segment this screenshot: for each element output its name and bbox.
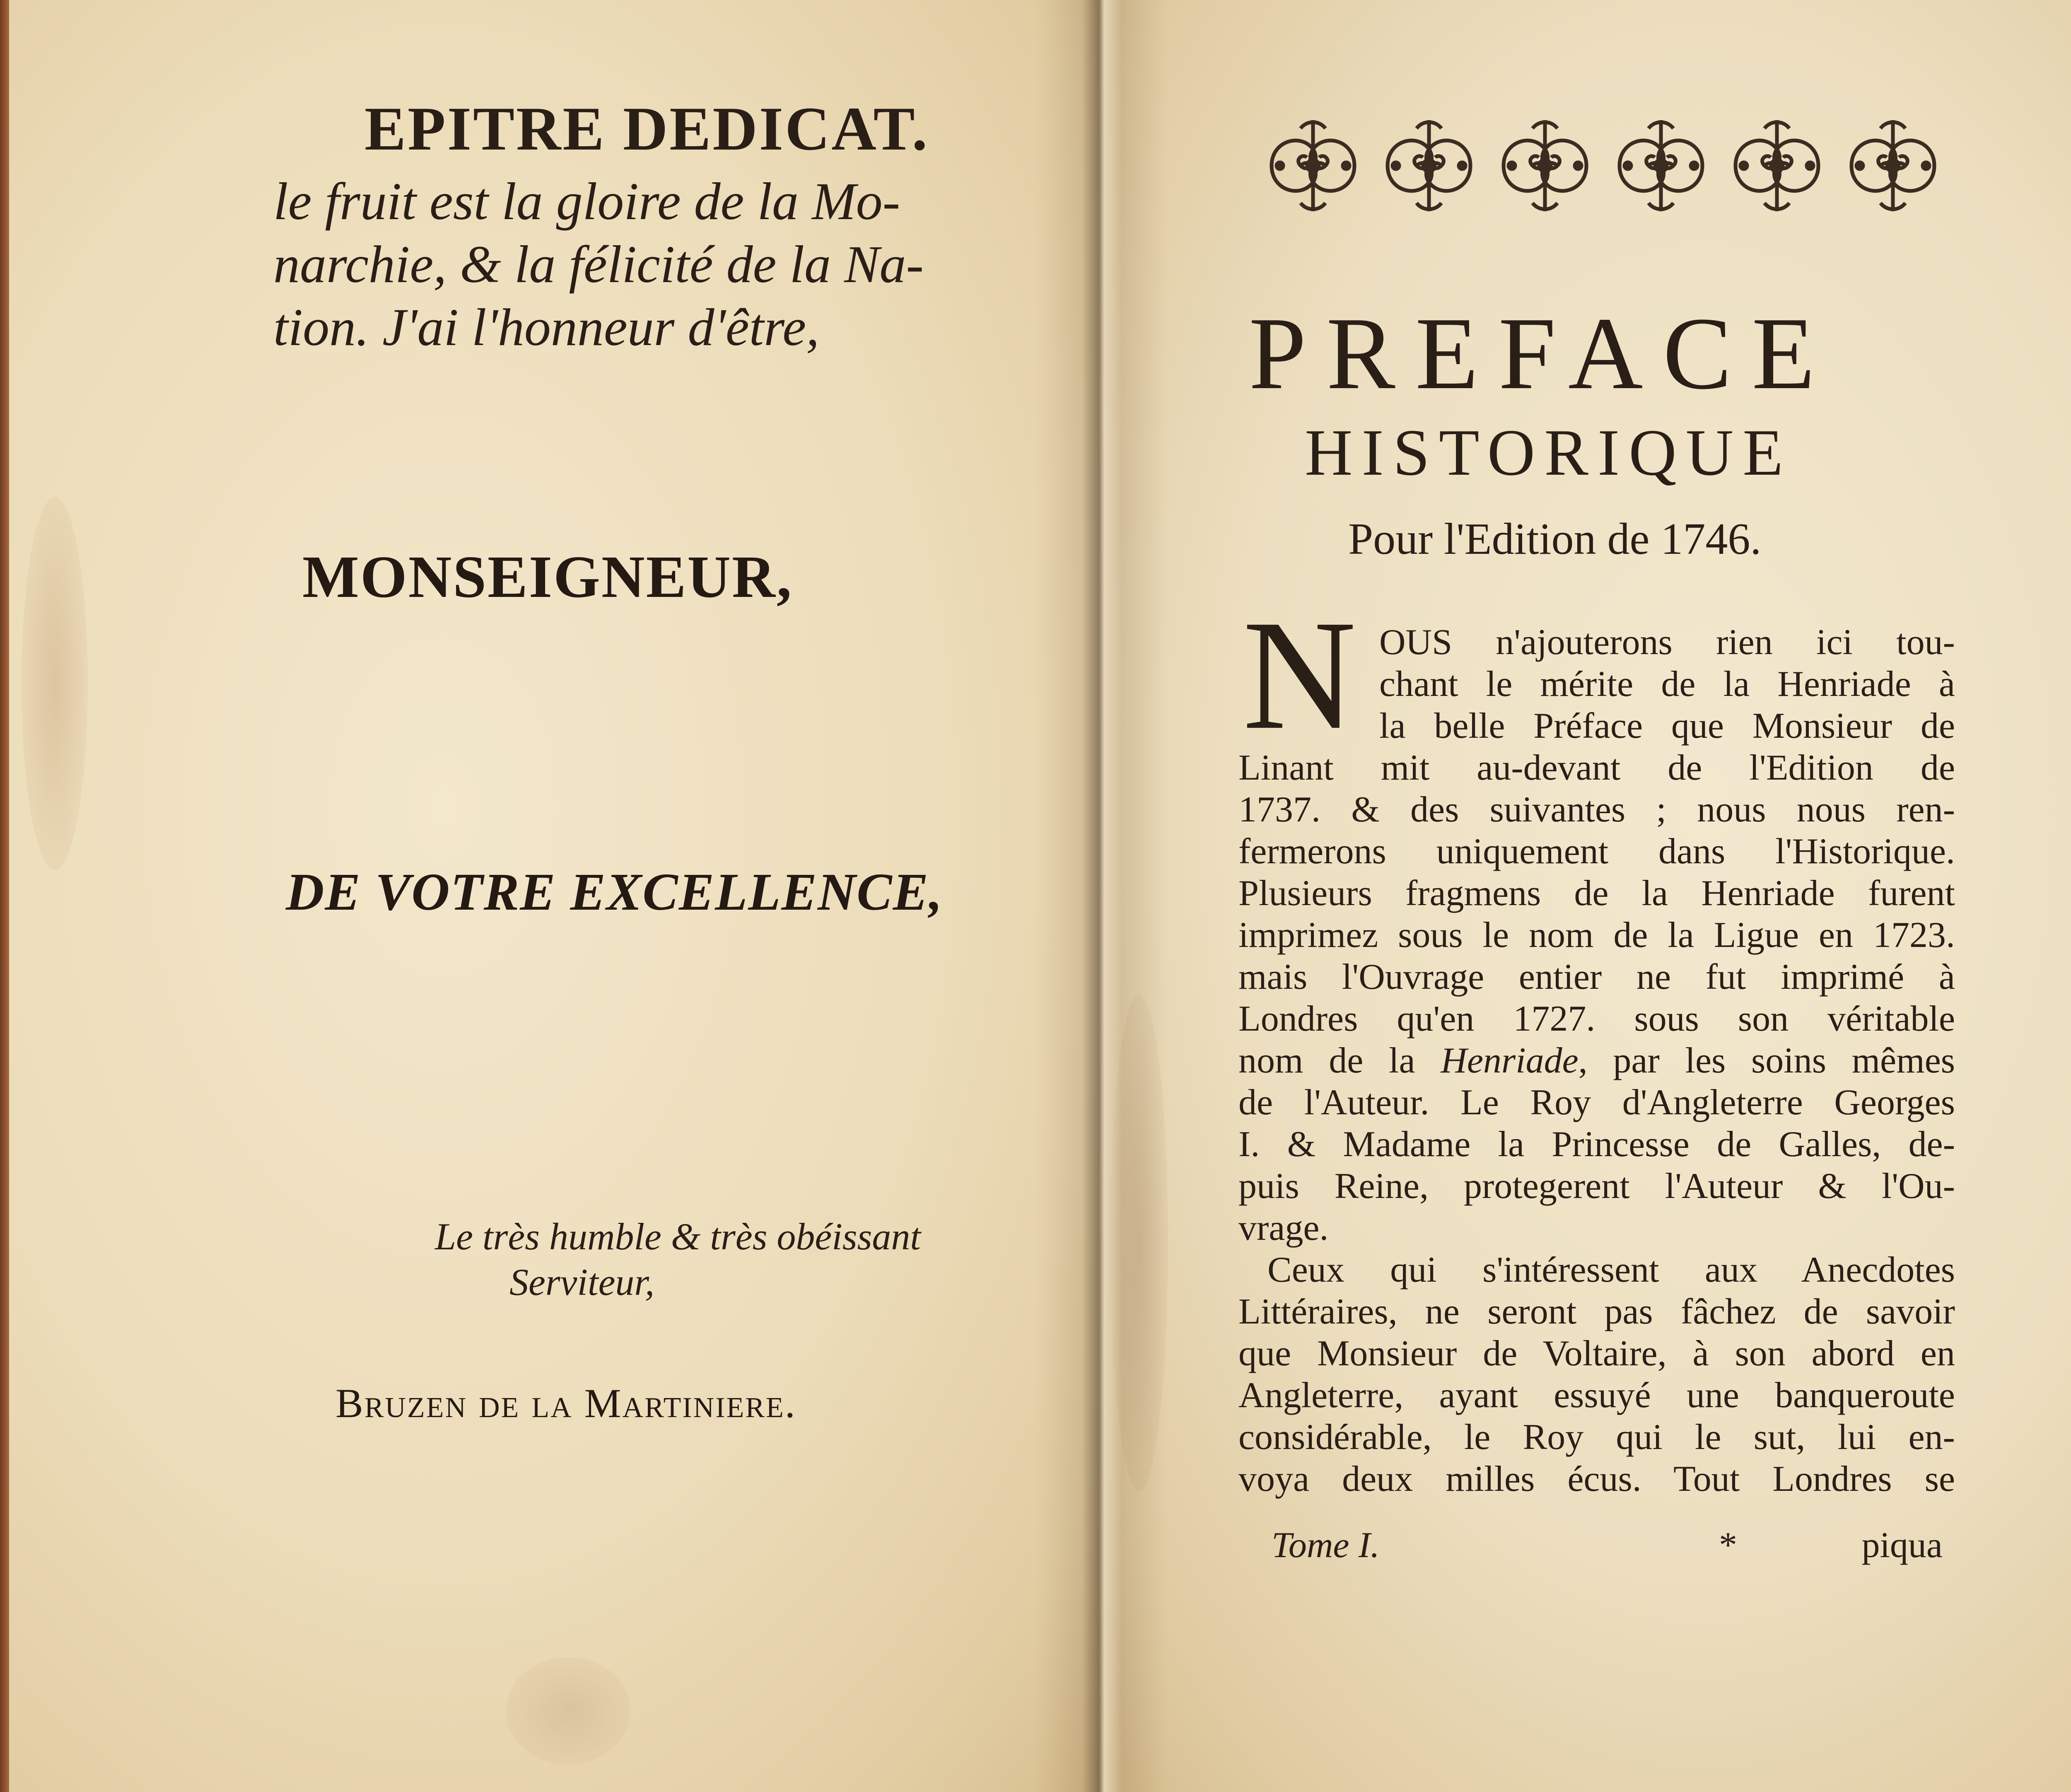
text-line: Londres qu'en 1727. sous son véritable <box>1238 999 1955 1039</box>
dedication-text <box>273 170 1040 359</box>
signoff <box>435 1214 921 1305</box>
signoff-line: Serviteur, <box>509 1261 655 1303</box>
italic-title: Henriade <box>1441 1041 1579 1081</box>
signature-mark: * <box>1719 1525 1737 1565</box>
text-line: 1737. & des suivantes ; nous nous ren- <box>1238 790 1955 830</box>
text-line: Littéraires, ne seront pas fâchez de savoir <box>1238 1292 1955 1332</box>
text-line: Linant mit au-devant de l'Edition de <box>1238 748 1955 788</box>
signoff-line: Le très humble & très obéissant <box>435 1215 921 1258</box>
text-fragment: , par les soins mêmes <box>1578 1041 1955 1081</box>
text-line: de l'Auteur. Le Roy d'Angleterre Georges <box>1238 1082 1955 1123</box>
text-line: fermerons uniquement dans l'Historique. <box>1238 831 1955 872</box>
edition-line: Pour l'Edition de 1746. <box>1348 514 1762 564</box>
text-line: Plusieurs fragmens de la Henriade furent <box>1238 873 1955 913</box>
salutation: MONSEIGNEUR, <box>302 544 793 610</box>
catchword: piqua <box>1861 1525 1943 1565</box>
text-line: mais l'Ouvrage entier ne fut imprimé à <box>1238 957 1955 997</box>
text-line: puis Reine, protegerent l'Auteur & l'Ou- <box>1238 1166 1955 1206</box>
text-line: voya deux milles écus. Tout Londres se <box>1238 1459 1955 1499</box>
volume-label: Tome I. <box>1272 1525 1380 1565</box>
text-line: Angleterre, ayant essuyé une banqueroute <box>1238 1375 1955 1415</box>
text-line: narchie, & la félicité de la Na- <box>273 235 924 294</box>
text-line: imprimez sous le nom de la Ligue en 1723. <box>1238 915 1955 955</box>
text-line: vrage. <box>1238 1208 1329 1248</box>
text-line: OUS n'ajouterons rien ici tou- <box>1379 622 1955 662</box>
fleuron-ornament <box>1255 104 1959 228</box>
text-line: la belle Préface que Monsieur de <box>1379 706 1955 746</box>
closing-formula: DE VOTRE EXCELLENCE, <box>286 862 943 921</box>
text-line: considérable, le Roy qui le sut, lui en- <box>1238 1417 1955 1457</box>
preface-subtitle: HISTORIQUE <box>1305 415 1793 489</box>
text-line: le fruit est la gloire de la Mo- <box>273 172 900 231</box>
running-head: EPITRE DEDICAT. <box>364 94 929 163</box>
text-line: chant le mérite de la Henriade à <box>1379 664 1955 704</box>
text-line: I. & Madame la Princesse de Galles, de- <box>1238 1124 1955 1164</box>
text-line: tion. J'ai l'honneur d'être, <box>273 298 820 357</box>
author-signature: Bruzen de la Martiniere. <box>336 1380 797 1426</box>
preface-title: PREFACE <box>1249 296 1835 411</box>
text-fragment: nom de la <box>1238 1041 1441 1081</box>
text-line <box>1238 1040 1955 1082</box>
text-line: que Monsieur de Voltaire, à son abord en <box>1238 1333 1955 1374</box>
preface-body <box>1238 621 1955 1500</box>
text-line: Ceux qui s'intéressent aux Anecdotes <box>1267 1250 1955 1290</box>
drop-cap: N <box>1243 588 1357 762</box>
